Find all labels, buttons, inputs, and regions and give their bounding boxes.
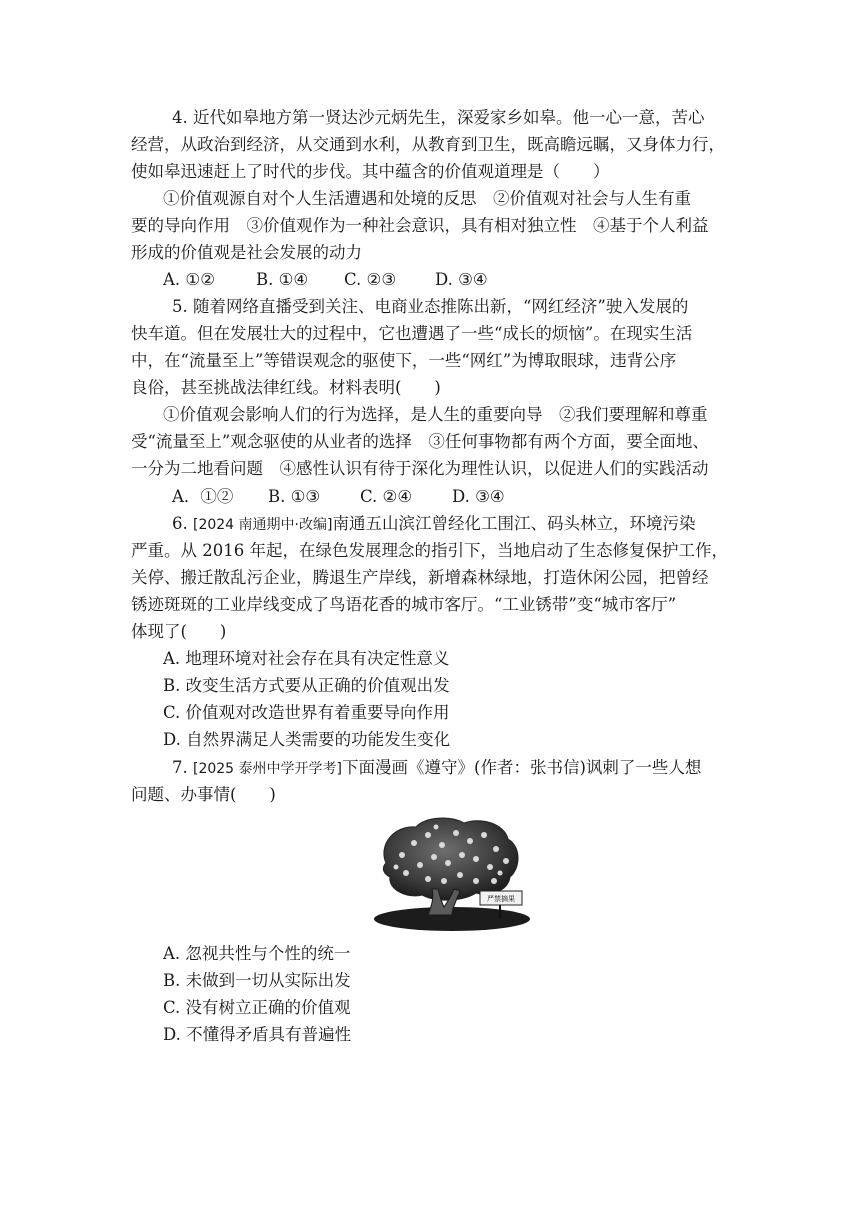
q7-stem-line-2: 问题、办事情( ): [131, 785, 276, 804]
tree-canopy: [383, 818, 518, 900]
q6-choice-a: A. 地理环境对社会存在具有决定性意义: [163, 649, 450, 668]
q6-stem-start: 南通五山滨江曾经化工围江、码头林立，环境污染: [332, 514, 696, 533]
q4-options-line-1: ①价值观源自对个人生活遭遇和处境的反思 ②价值观对社会与人生有重: [163, 189, 691, 208]
q6-choice-d: D. 自然界满足人类需要的功能发生变化: [163, 730, 451, 749]
q5-choice-b: B. ①③: [268, 487, 321, 506]
q7-number: 7.: [172, 758, 188, 777]
q4-options-line-3: 形成的价值观是社会发展的动力: [131, 243, 362, 262]
q7-stem-start: 下面漫画《遵守》(作者：张书信)讽刺了一些人想: [342, 758, 702, 777]
q6-stem-line-4: 锈迹斑斑的工业岸线变成了鸟语花香的城市客厅。“工业锈带”变“城市客厅”: [131, 595, 677, 614]
q5-options-line-2: 受“流量至上”观念驱使的从业者的选择 ③任何事物都有两个方面，要全面地、: [131, 432, 709, 451]
q6-choice-c: C. 价值观对改造世界有着重要导向作用: [163, 703, 450, 722]
q4-choice-b: B. ①④: [256, 270, 309, 289]
q4-stem-line-3: 使如皋迅速赶上了时代的步伐。其中蕴含的价值观道理是（ ）: [131, 162, 610, 181]
q7-choice-b: B. 未做到一切从实际出发: [163, 971, 351, 990]
q4-choice-c: C. ②③: [344, 270, 397, 289]
q6-stem-line-2: 严重。从 2016 年起，在绿色发展理念的指引下，当地启动了生态修复保护工作，: [131, 541, 728, 560]
q4-choice-d: D. ③④: [435, 270, 488, 289]
q6-choice-b: B. 改变生活方式要从正确的价值观出发: [163, 676, 450, 695]
q6-stem-line-5: 体现了( ): [131, 622, 227, 641]
q4-choice-a: A. ①②: [163, 270, 215, 289]
q4-options-line-2: 要的导向作用 ③价值观作为一种社会意识，具有相对独立性 ④基于个人利益: [131, 216, 709, 235]
q5-options-line-3: 一分为二地看问题 ④感性认识有待于深化为理性认识，以促进人们的实践活动: [131, 459, 709, 478]
q7-stem-line-1: [172, 755, 732, 781]
q6-stem-line-3: 关停、搬迁散乱污企业，腾退生产岸线，新增森林绿地，打造休闲公园，把曾经: [131, 568, 709, 587]
q5-stem-line-2: 快车道。但在发展壮大的过程中，它也遭遇了一些“成长的烦恼”。在现实生活: [131, 324, 693, 343]
q6-stem-line-1: [172, 511, 732, 537]
q4-stem-line-2: 经营，从政治到经济，从交通到水利，从教育到卫生，既高瞻远瞩，又身体力行，: [131, 135, 725, 154]
q5-choice-d: D. ③④: [452, 487, 505, 506]
q7-choice-d: D. 不懂得矛盾具有普遍性: [163, 1025, 352, 1044]
q4-stem-line-1: 4. 近代如皋地方第一贤达沙元炳先生，深爱家乡如皋。他一心一意，苦心: [172, 108, 705, 127]
q7-choice-c: C. 没有树立正确的价值观: [163, 998, 351, 1017]
q5-options-line-1: ①价值观会影响人们的行为选择，是人生的重要向导 ②我们要理解和尊重: [163, 405, 708, 424]
q5-choice-a: A．①②: [172, 487, 234, 506]
q7-source: [2025 泰州中学开学考]: [193, 761, 343, 777]
q6-source: [2024 南通期中·改编]: [193, 517, 333, 533]
q5-choice-c: C. ②④: [360, 487, 413, 506]
sign-text: 严禁摘果: [487, 895, 515, 903]
q6-number: 6.: [172, 514, 188, 533]
q7-choice-a: A. 忽视共性与个性的统一: [163, 944, 351, 963]
q5-stem-line-4: 良俗，甚至挑战法律红线。材料表明( ): [131, 378, 441, 397]
cartoon-tree-illustration: [372, 815, 534, 933]
q5-stem-line-1: 5. 随着网络直播受到关注、电商业态推陈出新，“网红经济”驶入发展的: [172, 297, 689, 316]
q5-stem-line-3: 中，在“流量至上”等错误观念的驱使下，一些“网红”为博取眼球，违背公序: [131, 351, 677, 370]
